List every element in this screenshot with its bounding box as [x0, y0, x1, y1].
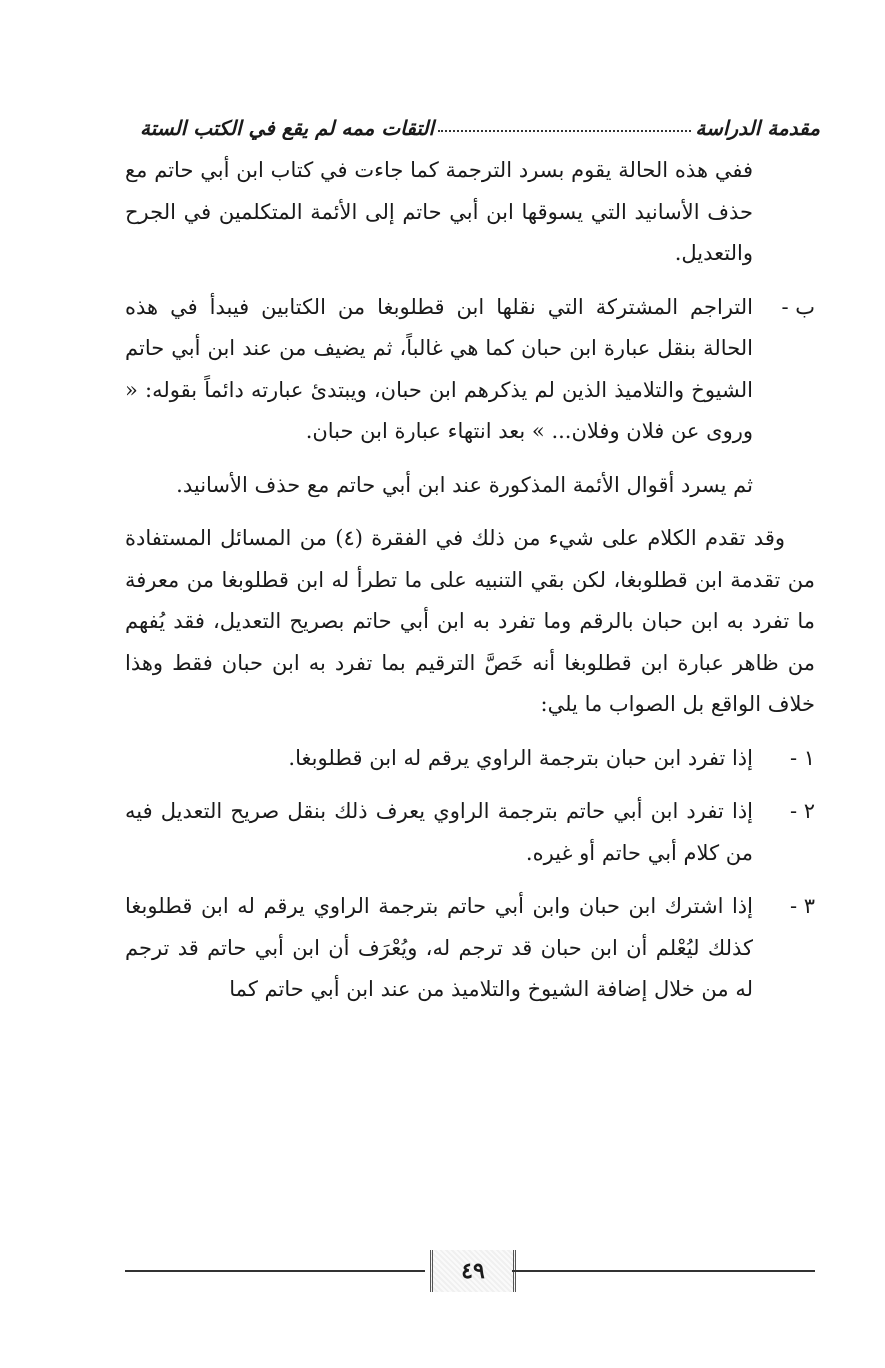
page-number: ٤٩	[430, 1250, 516, 1292]
paragraph-continuation: ففي هذه الحالة يقوم بسرد الترجمة كما جاءت في كتاب ابن أبي حاتم مع حذف الأسانيد التي يسوقها ابن أبي حاتم إلى الأئمة المتكلمين في الجرح والتعديل.	[125, 158, 753, 265]
list-item-marker: ٣ -	[789, 894, 815, 918]
list-item-text: إذا اشترك ابن حبان وابن أبي حاتم بترجمة الراوي يرقم له ابن قطلوبغا كذلك ليُعْلم أن ابن حبان قد ترجم له، ويُعْرَف أن ابن أبي حاتم قد ترجم له من خلال إضافة الشيوخ والتلاميذ من عند ابن أبي حاتم كما	[125, 894, 753, 1001]
footer-rule-left	[125, 1270, 425, 1272]
list-item-marker: ١ -	[789, 745, 815, 770]
list-item-b	[125, 287, 815, 453]
list-item-marker: ٢ -	[789, 799, 815, 823]
paragraph-main: وقد تقدم الكلام على شيء من ذلك في الفقرة (٤) من المسائل المستفادة من تقدمة ابن قطلوبغا، لكن بقي التنبيه على ما تطرأ له ابن قطلوبغا من معرفة ما تفرد به ابن حبان بالرقم وما تفرد به ابن أبي حاتم بصريح التعديل، فقد يُفهم من ظاهر عبارة ابن قطلوبغا أنه خَصَّ الترقيم بما تفرد به ابن حبان فقط وهذا خلاف الواقع بل الصواب ما يلي:	[125, 526, 815, 716]
list-item-text: إذا تفرد ابن حبان بترجمة الراوي يرقم له ابن قطلوبغا.	[288, 745, 753, 770]
body-text	[125, 150, 815, 1011]
list-item-marker: ب -	[781, 294, 815, 319]
footer-rule-right	[512, 1270, 815, 1272]
header-book-title: التقات ممه لم يقع في الكتب الستة	[140, 116, 435, 140]
list-item-text: إذا تفرد ابن أبي حاتم بترجمة الراوي يعرف ذلك بنقل صريح التعديل فيه من كلام أبي حاتم أو غيره.	[125, 799, 753, 865]
header-leader-dots	[438, 129, 691, 132]
list-item-1	[125, 738, 815, 780]
list-item-text: التراجم المشتركة التي نقلها ابن قطلوبغا من الكتابين فيبدأ في هذه الحالة بنقل عبارة ابن حبان كما هي غالباً، ثم يضيف من عند ابن أبي حاتم الشيوخ والتلاميذ الذين لم يذكرهم ابن حبان، ويبتدئ عبارته دائماً بقوله: « وروى عن فلان وفلان... » بعد انتهاء عبارة ابن حبان.	[125, 294, 753, 443]
paragraph-narration: ثم يسرد أقوال الأئمة المذكورة عند ابن أبي حاتم مع حذف الأسانيد.	[176, 472, 753, 497]
list-item-3	[125, 886, 815, 1011]
header-section-title: مقدمة الدراسة	[695, 116, 820, 140]
running-header	[140, 100, 820, 141]
list-item-2	[125, 791, 815, 874]
